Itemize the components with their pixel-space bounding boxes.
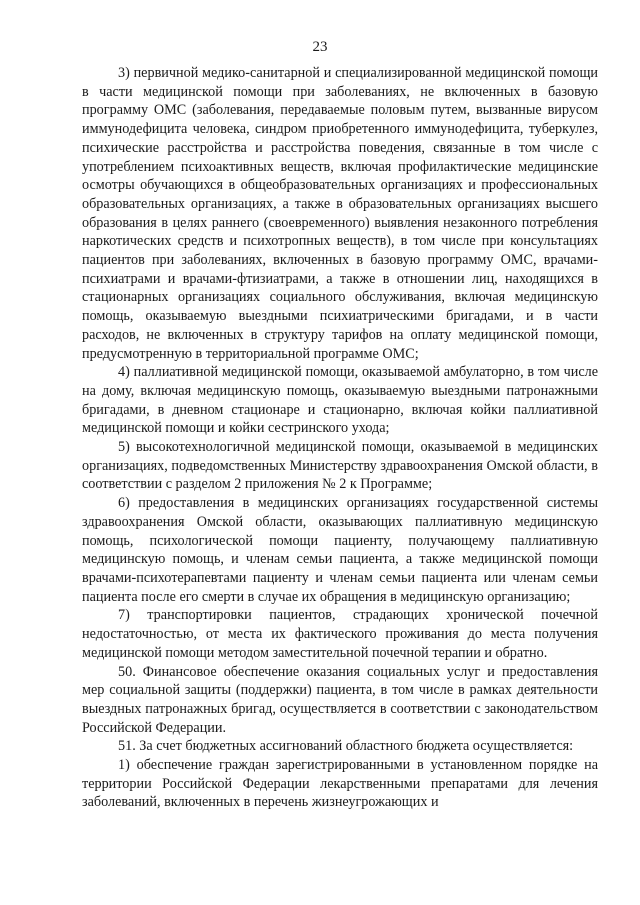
- page-number: 23: [312, 39, 328, 55]
- paragraph-item-3: 3) первичной медико-санитарной и специализированной медицинской помощи в части медицинской помощи при заболеваниях, не включенных в базовую программу ОМС (заболевания, передаваемые половым путем, вызванные вирусом иммунодефицита человека, синдром приобретенного иммунодефицита, туберкулез, психические расстройства и расстройства поведения, связанные в том числе с употреблением психоактивных веществ, включая профилактические медицинские осмотры обучающихся в общеобразовательных организациях и профессиональных образовательных организациях, а также в образовательных организациях высшего образования в целях раннего (своевременного) выявления незаконного потребления наркотических средств и психотропных веществ), в том числе при консультациях пациентов при заболеваниях, включенных в базовую программу ОМС, врачами-психиатрами и врачами-фтизиатрами, а также в отношении лиц, находящихся в стационарных организациях социального обслуживания, включая медицинскую помощь, оказываемую выездными психиатрическими бригадами, и в части расходов, не включенных в структуру тарифов на оплату медицинской помощи, предусмотренную в территориальной программе ОМС;: [82, 65, 598, 362]
- paragraph-item-1: 1) обеспечение граждан зарегистрированными в установленном порядке на территории Российской Федерации лекарственными препаратами для лечения заболеваний, включенных в перечень жизнеугрожающих и: [82, 757, 598, 811]
- paragraph-item-7: 7) транспортировки пациентов, страдающих хронической почечной недостаточностью, от места их фактического проживания до места получения медицинской помощи методом заместительной почечной терапии и обратно.: [82, 607, 598, 661]
- paragraph-item-6: 6) предоставления в медицинских организациях государственной системы здравоохранения Омской области, оказывающих паллиативную медицинскую помощь, психологической помощи пациенту, получающему паллиативную медицинскую помощь, и членам семьи пациента, а также медицинской помощи врачами-психотерапевтами пациенту и членам семьи пациента или членам семьи пациента после его смерти в случае их обращения в медицинскую организацию;: [82, 495, 598, 605]
- paragraph-item-4: 4) паллиативной медицинской помощи, оказываемой амбулаторно, в том числе на дому, включая медицинскую помощь, оказываемую выездными патронажными бригадами, в дневном стационаре и стационарно, включая койки паллиативной медицинской помощи и койки сестринского ухода;: [82, 364, 598, 437]
- document-body: [82, 64, 598, 812]
- paragraph-section-51: 51. За счет бюджетных ассигнований областного бюджета осуществляется:: [118, 738, 574, 755]
- paragraph-section-50: 50. Финансовое обеспечение оказания социальных услуг и предоставления мер социальной защиты (поддержки) пациента, в том числе в рамках деятельности выездных патронажных бригад, осуществляется в соответствии с законодательством Российской Федерации.: [82, 663, 598, 736]
- paragraph-item-5: 5) высокотехнологичной медицинской помощи, оказываемой в медицинских организациях, подведомственных Министерству здравоохранения Омской области, в соответствии с разделом 2 приложения № 2 к Программе;: [82, 439, 598, 493]
